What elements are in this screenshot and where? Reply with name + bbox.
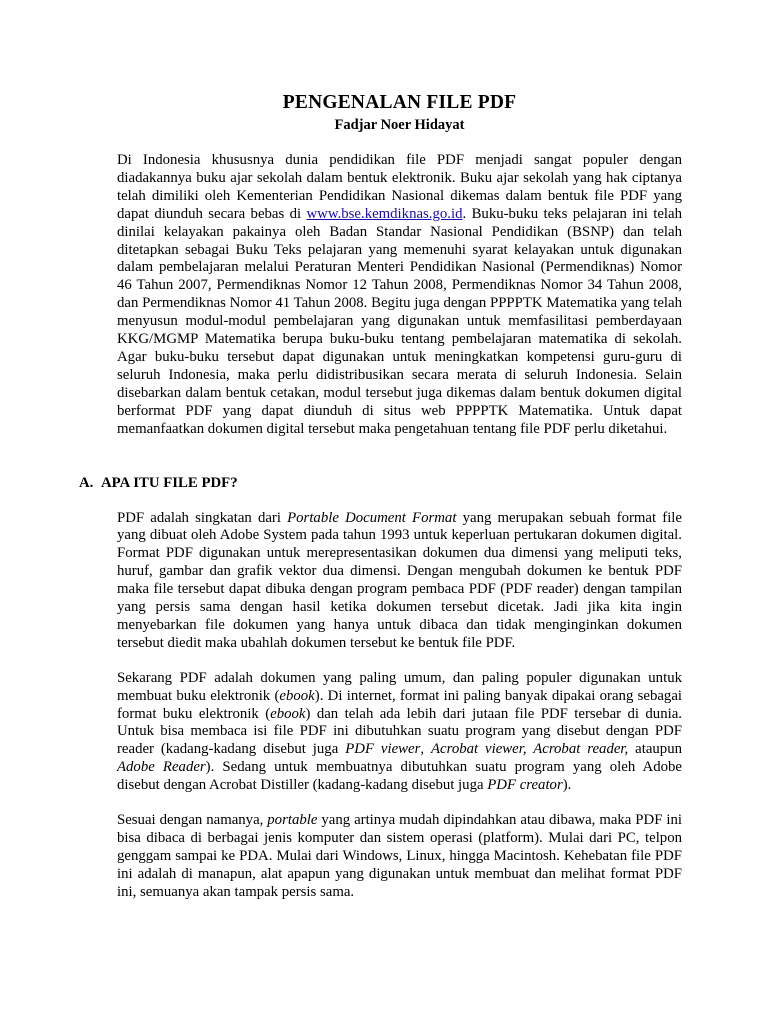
p1-italic-1: Portable Document Format [287,509,457,526]
section-a-paragraph-2 [117,670,682,795]
p2-italic-1: ebook [279,687,315,704]
p2-italic-6: PDF creator [487,777,563,794]
section-a-title: APA ITU FILE PDF? [101,474,238,491]
p2-text-5: ataupun [628,741,683,758]
p3-italic-1: portable [267,812,318,829]
p2-text-6: ). Sedang untuk membuatnya dibutuhkan suatu program yang oleh Adobe disebut dengan Acrobat Distiller (kadang-kadang disebut juga [117,759,683,794]
p2-text-4: , [420,741,431,758]
p2-text-1: Sekarang PDF adalah dokumen yang paling umum, dan paling populer digunakan untuk membuat buku elektronik ( [117,669,682,704]
p2-text-2: ). Di internet, format ini paling banyak dipakai orang sebagai format buku elektronik ( [117,687,683,722]
p2-text-7: ). [562,777,572,794]
p1-text-2: yang merupakan sebuah format file yang dibuat oleh Adobe System pada tahun 1993 untuk keperluan pertukaran dokumen digital. Format PDF digunakan untuk merepresentasikan dokumen dua dimensi yang meliputi teks, huruf, gambar dan grafik vektor dua dimensi. Dengan mengubah dokumen ke bentuk PDF maka file tersebut dapat dibuka dengan program pembaca PDF (PDF reader) dengan tampilan yang persis sama dengan hasil ketika dokumen tersebut dicetak. Jadi jika kita ingin menyebarkan file dokumen yang hanya untuk dibaca dan tidak menginginkan dokumen tersebut diedit maka ubahlah dokumen tersebut ke bentuk file PDF. [117,509,682,651]
p2-italic-2: ebook [270,705,306,722]
section-a-heading [79,474,682,492]
p2-text-3: ) dan telah ada lebih dari jutaan file PDF tersebar di dunia. Untuk bisa membaca isi file PDF ini dibutuhkan suatu program yang disebut dengan PDF reader (kadang-kadang disebut juga [117,705,682,758]
document-title: PENGENALAN FILE PDF [282,92,517,113]
document-author: Fadjar Noer Hidayat [334,117,465,133]
intro-text-2: . Buku-buku teks pelajaran ini telah dinilai kelayakan pakainya oleh Badan Standar Nasional Pendidikan (BSNP) dan telah ditetapkan sebagai Buku Teks pelajaran yang memenuhi syarat kelayakan untuk digunakan dalam pembelajaran melalui Peraturan Menteri Pendidikan Nasional (Permendiknas) Nomor 46 Tahun 2007, Permendiknas Nomor 12 Tahun 2008, Permendiknas Nomor 34 Tahun 2008, dan Permendiknas Nomor 41 Tahun 2008. Begitu juga dengan PPPPTK Matematika yang telah menyusun modul-modul pembelajaran yang digunakan untuk memfasilitasi pemberdayaan KKG/MGMP Matematika berupa buku-buku tentang pembelajaran matematika di sekolah. Agar buku-buku tersebut dapat digunakan untuk meningkatkan kompetensi guru-guru di seluruh Indonesia, maka perlu didistribusikan secara merata di seluruh Indonesia. Selain disebarkan dalam bentuk cetakan, modul tersebut juga dikemas dalam bentuk dokumen digital berformat PDF yang dapat diunduh di situs web PPPPTK Matematika. Untuk dapat memanfaatkan dokumen digital tersebut maka pengetahuan tentang file PDF perlu diketahui. [117,205,682,437]
p1-text-1: PDF adalah singkatan dari [117,509,288,526]
section-a-number: A. [79,474,94,491]
p2-italic-3: PDF viewer [345,741,421,758]
intro-text-1: Di Indonesia khususnya dunia pendidikan file PDF menjadi sangat populer dengan diadakannya buku ajar sekolah dalam bentuk elektronik. Buku ajar sekolah yang hak ciptanya telah dimiliki oleh Kementerian Pendidikan Nasional dikemas dalam bentuk file PDF yang dapat diunduh secara bebas di [117,152,682,222]
p2-italic-5: Adobe Reader [117,759,206,776]
p2-italic-4: Acrobat viewer, Acrobat reader, [431,741,629,758]
bse-link[interactable]: www.bse.kemdiknas.go.id [306,205,463,222]
p3-text-2: yang artinya mudah dipindahkan atau dibawa, maka PDF ini bisa dibaca di berbagai jenis komputer dan sistem operasi (platform). Mulai dari PC, telpon genggam sampai ke PDA. Mulai dari Windows, Linux, hingga Macintosh. Kehebatan file PDF ini adalah di manapun, alat apapun yang digunakan untuk membuat dan melihat format PDF ini, semuanya akan tampak persis sama. [117,812,682,900]
intro-paragraph [117,152,682,439]
section-a-paragraph-3 [117,812,682,902]
section-a-paragraph-1 [117,510,682,653]
p3-text-1: Sesuai dengan namanya, [117,812,268,829]
